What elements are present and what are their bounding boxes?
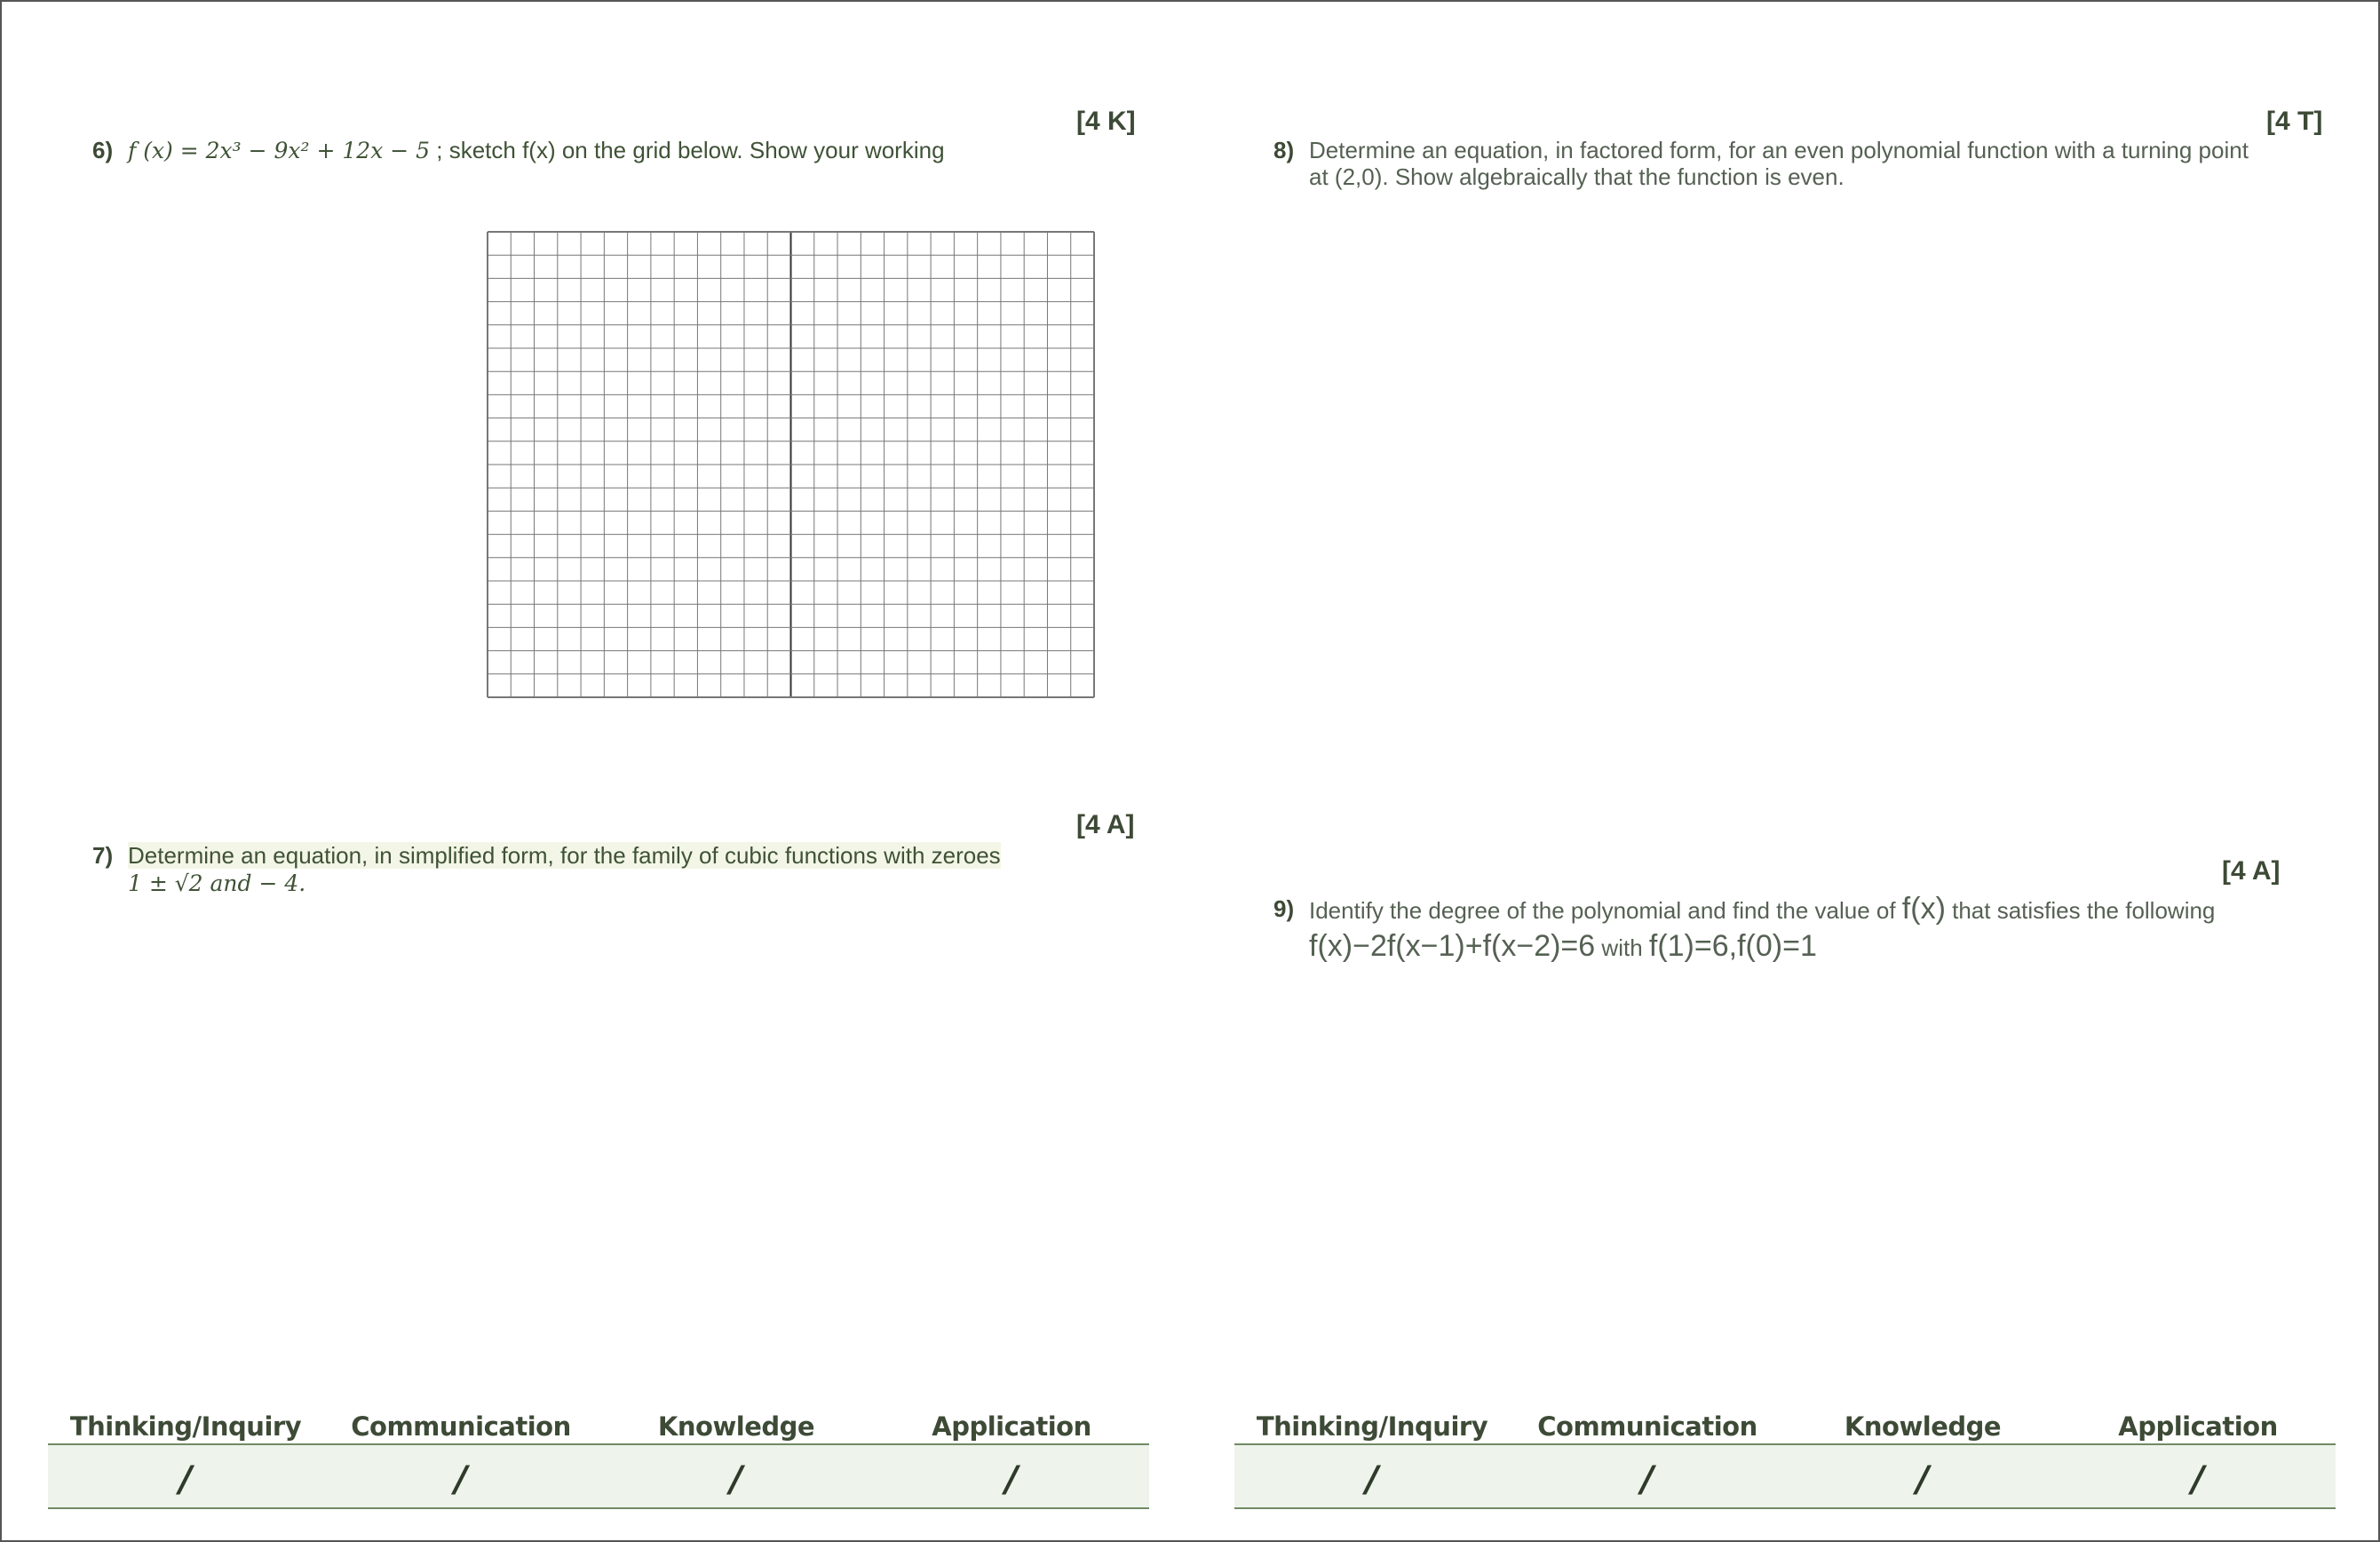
q7-line1: Determine an equation, in simplified form, for the family of cubic functions with zeroes <box>128 842 1001 869</box>
q9-eq2: f(1)=6,f(0)=1 <box>1648 929 1817 963</box>
q7-number: 7) <box>92 842 114 869</box>
rubric-header-communication: Communication <box>351 1411 571 1442</box>
q7-marks: [4 A] <box>1076 810 1135 839</box>
rubric-score-knowledge[interactable]: / <box>1916 1459 1930 1500</box>
q6-number: 6) <box>92 137 114 163</box>
rubric-score-application[interactable]: / <box>1004 1459 1019 1500</box>
q9-equation <box>1309 929 1817 963</box>
rubric-header-knowledge: Knowledge <box>1844 1411 2002 1442</box>
rubric-score-application[interactable]: / <box>2191 1459 2205 1500</box>
q8-line1: Determine an equation, in factored form, for an even polynomial function with a turning point <box>1309 137 2249 163</box>
q6-text: ; sketch f(x) on the grid below. Show your working <box>430 137 945 163</box>
rubric-header-thinking: Thinking/Inquiry <box>1256 1411 1488 1442</box>
sketch-grid-svg[interactable] <box>487 231 1095 698</box>
q8-marks: [4 T] <box>2266 107 2323 136</box>
right-column <box>1192 2 2378 1540</box>
rubric-header-left <box>48 1410 1149 1445</box>
sketch-grid[interactable] <box>487 231 1095 698</box>
rubric-header-application: Application <box>932 1411 1091 1442</box>
rubric-table-right <box>1234 1410 2336 1509</box>
q9-eq-with: with <box>1595 934 1649 961</box>
rubric-score-knowledge[interactable]: / <box>729 1459 743 1500</box>
q6-marks: [4 K] <box>1076 107 1136 136</box>
q9-number: 9) <box>1273 895 1295 922</box>
rubric-header-thinking: Thinking/Inquiry <box>69 1411 302 1442</box>
rubric-table-left <box>48 1410 1149 1509</box>
q6-expression: f (x) = 2x³ − 9x² + 12x − 5 <box>128 138 431 163</box>
rubric-scores-right <box>1234 1445 2336 1509</box>
rubric-header-knowledge: Knowledge <box>657 1411 815 1442</box>
left-column <box>2 2 1192 1540</box>
q8-number: 8) <box>1273 137 1295 163</box>
q8-line2: at (2,0). Show algebraically that the function is even. <box>1309 163 1844 190</box>
rubric-score-thinking[interactable]: / <box>1365 1459 1379 1500</box>
rubric-score-communication[interactable]: / <box>454 1459 468 1500</box>
q9-line1-post: that satisfies the following <box>1945 897 2216 924</box>
q9-line1-pre: Identify the degree of the polynomial and find the value of <box>1309 897 1902 924</box>
q9-fx: f(x) <box>1901 892 1946 926</box>
q9-marks: [4 A] <box>2222 856 2281 886</box>
rubric-header-application: Application <box>2118 1411 2278 1442</box>
rubric-header-right <box>1234 1410 2336 1445</box>
rubric-header-communication: Communication <box>1537 1411 1757 1442</box>
rubric-score-communication[interactable]: / <box>1640 1459 1654 1500</box>
rubric-scores-left <box>48 1445 1149 1509</box>
q9-eq1: f(x)−2f(x−1)+f(x−2)=6 <box>1309 929 1596 963</box>
rubric-score-thinking[interactable]: / <box>178 1459 193 1500</box>
q7-line2: 1 ± √2 and − 4. <box>128 870 306 896</box>
